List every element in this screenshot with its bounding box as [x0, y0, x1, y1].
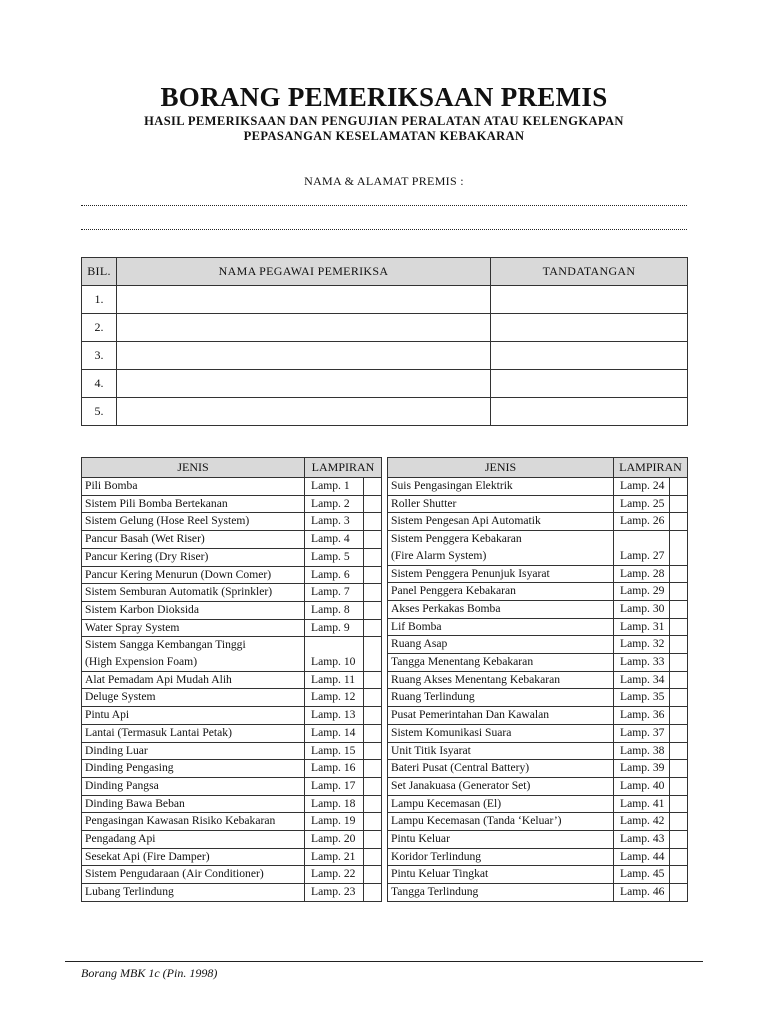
equipment-type: Sistem Komunikasi Suara — [388, 724, 614, 742]
table-row — [82, 314, 688, 342]
form-subtitle-line2: PEPASANGAN KESELAMATAN KEBAKARAN — [243, 129, 525, 143]
appendix-ref: Lamp. 16 — [305, 760, 364, 778]
equipment-type: Lampu Kecemasan (El) — [388, 795, 614, 813]
check-cell[interactable] — [364, 707, 382, 725]
appendix-ref: Lamp. 17 — [305, 777, 364, 795]
equipment-type: Suis Pengasingan Elektrik — [388, 478, 614, 496]
table-row — [82, 848, 382, 866]
table-row — [82, 584, 382, 602]
appendix-ref: Lamp. 43 — [614, 831, 670, 849]
equipment-type: Ruang Asap — [388, 636, 614, 654]
equipment-type: Sistem Pili Bomba Bertekanan — [82, 495, 305, 513]
equipment-type: Pintu Keluar Tingkat — [388, 866, 614, 884]
appendix-ref: Lamp. 44 — [614, 848, 670, 866]
equipment-type: Bateri Pusat (Central Battery) — [388, 760, 614, 778]
signature-cell[interactable] — [491, 286, 688, 314]
appendix-ref: Lamp. 42 — [614, 813, 670, 831]
table-row — [82, 866, 382, 884]
check-cell[interactable] — [364, 724, 382, 742]
equipment-table-right — [387, 457, 688, 902]
appendix-ref: Lamp. 10 — [305, 654, 364, 671]
table-row — [82, 884, 382, 902]
check-cell[interactable] — [670, 866, 688, 884]
appendix-ref: Lamp. 31 — [614, 618, 670, 636]
address-line-1[interactable] — [81, 205, 687, 206]
table-row — [388, 884, 688, 902]
check-cell[interactable] — [364, 848, 382, 866]
equipment-type: Pengadang Api — [82, 831, 305, 849]
check-cell[interactable] — [364, 689, 382, 707]
appendix-ref: Lamp. 20 — [305, 831, 364, 849]
table-row — [82, 478, 382, 496]
table-row — [388, 636, 688, 654]
table-row — [82, 398, 688, 426]
appendix-ref: Lamp. 5 — [305, 548, 364, 566]
equipment-type: Tangga Terlindung — [388, 884, 614, 902]
table-row — [388, 495, 688, 513]
appendix-ref: Lamp. 1 — [305, 478, 364, 496]
table-row — [82, 724, 382, 742]
premises-address-label: NAMA & ALAMAT PREMIS : — [304, 174, 464, 188]
check-cell[interactable] — [670, 495, 688, 513]
table-row — [82, 671, 382, 689]
table-row — [388, 671, 688, 689]
check-cell[interactable] — [364, 742, 382, 760]
check-cell[interactable] — [670, 583, 688, 601]
row-number: 1. — [82, 286, 117, 314]
check-cell[interactable] — [670, 600, 688, 618]
form-code: Borang MBK 1c (Pin. 1998) — [81, 966, 218, 980]
check-cell[interactable] — [670, 795, 688, 813]
check-cell[interactable] — [670, 548, 688, 565]
appendix-ref: Lamp. 7 — [305, 584, 364, 602]
check-cell[interactable] — [364, 777, 382, 795]
check-cell[interactable] — [670, 742, 688, 760]
check-cell[interactable] — [364, 866, 382, 884]
check-cell[interactable] — [364, 513, 382, 531]
check-cell[interactable] — [670, 813, 688, 831]
appendix-ref: Lamp. 29 — [614, 583, 670, 601]
check-cell[interactable] — [670, 831, 688, 849]
inspector-name-cell[interactable] — [117, 398, 491, 426]
table-row — [82, 689, 382, 707]
appendix-ref: Lamp. 28 — [614, 565, 670, 583]
row-number: 2. — [82, 314, 117, 342]
table-row — [388, 707, 688, 725]
check-cell[interactable] — [364, 495, 382, 513]
check-cell[interactable] — [364, 671, 382, 689]
table-row — [388, 548, 688, 565]
check-cell[interactable] — [670, 760, 688, 778]
table-row — [82, 760, 382, 778]
equipment-type: Pili Bomba — [82, 478, 305, 496]
equipment-type: Sistem Pengesan Api Automatik — [388, 513, 614, 531]
check-cell[interactable] — [364, 831, 382, 849]
row-number: 4. — [82, 370, 117, 398]
appendix-ref: Lamp. 27 — [614, 548, 670, 565]
header-appendix: LAMPIRAN — [614, 458, 688, 478]
equipment-type: Dinding Bawa Beban — [82, 795, 305, 813]
appendix-ref: Lamp. 34 — [614, 671, 670, 689]
table-row — [82, 654, 382, 671]
equipment-type: Tangga Menentang Kebakaran — [388, 654, 614, 672]
appendix-ref: Lamp. 36 — [614, 707, 670, 725]
table-row — [388, 565, 688, 583]
equipment-type: Pancur Kering Menurun (Down Comer) — [82, 566, 305, 584]
check-cell[interactable] — [670, 689, 688, 707]
header-type: JENIS — [82, 458, 305, 478]
equipment-type: Dinding Luar — [82, 742, 305, 760]
appendix-ref: Lamp. 35 — [614, 689, 670, 707]
check-cell[interactable] — [670, 478, 688, 496]
equipment-type: Pancur Basah (Wet Riser) — [82, 531, 305, 549]
table-row — [388, 531, 688, 548]
equipment-type: Sistem Penggera Kebakaran — [388, 531, 614, 548]
table-row — [388, 478, 688, 496]
equipment-type: Sistem Penggera Penunjuk Isyarat — [388, 565, 614, 583]
header-type: JENIS — [388, 458, 614, 478]
equipment-type: Lif Bomba — [388, 618, 614, 636]
table-row — [388, 618, 688, 636]
table-row — [82, 707, 382, 725]
table-row — [82, 742, 382, 760]
table-row — [388, 831, 688, 849]
table-row — [388, 866, 688, 884]
inspector-name-cell[interactable] — [117, 342, 491, 370]
equipment-type: Lampu Kecemasan (Tanda ‘Keluar’) — [388, 813, 614, 831]
appendix-ref: Lamp. 38 — [614, 742, 670, 760]
appendix-ref: Lamp. 37 — [614, 724, 670, 742]
equipment-type: Lubang Terlindung — [82, 884, 305, 902]
equipment-type: Water Spray System — [82, 619, 305, 637]
appendix-ref: Lamp. 12 — [305, 689, 364, 707]
equipment-table-left — [81, 457, 382, 902]
table-row — [388, 513, 688, 531]
inspector-name-cell[interactable] — [117, 370, 491, 398]
equipment-type: Roller Shutter — [388, 495, 614, 513]
table-row — [388, 760, 688, 778]
appendix-ref: Lamp. 46 — [614, 884, 670, 902]
equipment-table-header — [388, 458, 688, 478]
appendix-ref: Lamp. 23 — [305, 884, 364, 902]
signature-cell[interactable] — [491, 342, 688, 370]
appendix-ref: Lamp. 21 — [305, 848, 364, 866]
appendix-ref: Lamp. 24 — [614, 478, 670, 496]
inspector-table — [81, 257, 688, 426]
signature-cell[interactable] — [491, 314, 688, 342]
check-cell[interactable] — [364, 760, 382, 778]
check-cell[interactable] — [670, 618, 688, 636]
equipment-type: Deluge System — [82, 689, 305, 707]
equipment-type: Ruang Akses Menentang Kebakaran — [388, 671, 614, 689]
check-cell[interactable] — [364, 619, 382, 637]
equipment-type: Ruang Terlindung — [388, 689, 614, 707]
signature-cell[interactable] — [491, 398, 688, 426]
check-cell[interactable] — [670, 636, 688, 654]
check-cell[interactable] — [670, 513, 688, 531]
table-row — [388, 795, 688, 813]
form-subtitle-line1: HASIL PEMERIKSAAN DAN PENGUJIAN PERALATAN ATAU KELENGKAPAN — [144, 114, 624, 128]
check-cell[interactable] — [364, 813, 382, 831]
appendix-ref: Lamp. 45 — [614, 866, 670, 884]
appendix-ref: Lamp. 14 — [305, 724, 364, 742]
equipment-type: Sistem Semburan Automatik (Sprinkler) — [82, 584, 305, 602]
table-row — [82, 531, 382, 549]
appendix-ref: Lamp. 15 — [305, 742, 364, 760]
appendix-ref: Lamp. 25 — [614, 495, 670, 513]
equipment-type: Sesekat Api (Fire Damper) — [82, 848, 305, 866]
appendix-ref: Lamp. 30 — [614, 600, 670, 618]
check-cell[interactable] — [364, 478, 382, 496]
equipment-type: Pintu Keluar — [388, 831, 614, 849]
table-row — [82, 795, 382, 813]
appendix-ref: Lamp. 8 — [305, 601, 364, 619]
check-cell[interactable] — [364, 548, 382, 566]
form-title: BORANG PEMERIKSAAN PREMIS — [160, 82, 608, 112]
table-row — [82, 370, 688, 398]
inspector-name-cell[interactable] — [117, 286, 491, 314]
table-row — [388, 600, 688, 618]
equipment-type: Lantai (Termasuk Lantai Petak) — [82, 724, 305, 742]
appendix-ref: Lamp. 13 — [305, 707, 364, 725]
appendix-ref: Lamp. 18 — [305, 795, 364, 813]
appendix-ref: Lamp. 11 — [305, 671, 364, 689]
equipment-type: Alat Pemadam Api Mudah Alih — [82, 671, 305, 689]
appendix-ref: Lamp. 33 — [614, 654, 670, 672]
appendix-ref — [305, 637, 364, 654]
table-row — [388, 654, 688, 672]
appendix-ref: Lamp. 26 — [614, 513, 670, 531]
table-row — [388, 813, 688, 831]
signature-cell[interactable] — [491, 370, 688, 398]
check-cell[interactable] — [364, 795, 382, 813]
check-cell[interactable] — [670, 707, 688, 725]
table-row — [82, 548, 382, 566]
equipment-type: Sistem Gelung (Hose Reel System) — [82, 513, 305, 531]
appendix-ref: Lamp. 4 — [305, 531, 364, 549]
table-row — [82, 342, 688, 370]
table-row — [82, 495, 382, 513]
appendix-ref: Lamp. 6 — [305, 566, 364, 584]
header-inspector-name: NAMA PEGAWAI PEMERIKSA — [117, 258, 491, 286]
equipment-type: Set Janakuasa (Generator Set) — [388, 777, 614, 795]
table-row — [82, 286, 688, 314]
table-row — [82, 513, 382, 531]
check-cell[interactable] — [364, 584, 382, 602]
check-cell[interactable] — [670, 531, 688, 548]
footer-divider — [65, 961, 703, 962]
table-row — [388, 848, 688, 866]
equipment-type: Akses Perkakas Bomba — [388, 600, 614, 618]
table-row — [82, 601, 382, 619]
address-line-2[interactable] — [81, 229, 687, 230]
equipment-type: Dinding Pengasing — [82, 760, 305, 778]
equipment-type: Pusat Pemerintahan Dan Kawalan — [388, 707, 614, 725]
appendix-ref: Lamp. 2 — [305, 495, 364, 513]
table-row — [82, 777, 382, 795]
equipment-type: Sistem Pengudaraan (Air Conditioner) — [82, 866, 305, 884]
equipment-table-header — [82, 458, 382, 478]
inspector-table-header — [82, 258, 688, 286]
table-row — [82, 813, 382, 831]
equipment-type: Sistem Sangga Kembangan Tinggi — [82, 637, 305, 654]
equipment-type: Unit Titik Isyarat — [388, 742, 614, 760]
check-cell[interactable] — [670, 565, 688, 583]
check-cell[interactable] — [364, 531, 382, 549]
appendix-ref: Lamp. 32 — [614, 636, 670, 654]
equipment-type: Pengasingan Kawasan Risiko Kebakaran — [82, 813, 305, 831]
check-cell[interactable] — [670, 654, 688, 672]
row-number: 5. — [82, 398, 117, 426]
check-cell[interactable] — [670, 884, 688, 902]
row-number: 3. — [82, 342, 117, 370]
equipment-type: Pintu Api — [82, 707, 305, 725]
header-bil: BIL. — [82, 258, 117, 286]
appendix-ref: Lamp. 9 — [305, 619, 364, 637]
equipment-type: Koridor Terlindung — [388, 848, 614, 866]
appendix-ref: Lamp. 22 — [305, 866, 364, 884]
equipment-type: Sistem Karbon Dioksida — [82, 601, 305, 619]
equipment-type: Pancur Kering (Dry Riser) — [82, 548, 305, 566]
table-row — [82, 637, 382, 654]
appendix-ref: Lamp. 39 — [614, 760, 670, 778]
table-row — [388, 689, 688, 707]
appendix-ref — [614, 531, 670, 548]
table-row — [82, 619, 382, 637]
check-cell[interactable] — [670, 724, 688, 742]
table-row — [388, 777, 688, 795]
header-appendix: LAMPIRAN — [305, 458, 382, 478]
equipment-type: Panel Penggera Kebakaran — [388, 583, 614, 601]
appendix-ref: Lamp. 3 — [305, 513, 364, 531]
check-cell[interactable] — [364, 654, 382, 671]
table-row — [388, 742, 688, 760]
check-cell[interactable] — [364, 884, 382, 902]
inspector-name-cell[interactable] — [117, 314, 491, 342]
check-cell[interactable] — [364, 566, 382, 584]
appendix-ref: Lamp. 40 — [614, 777, 670, 795]
equipment-type: (High Expension Foam) — [82, 654, 305, 671]
appendix-ref: Lamp. 19 — [305, 813, 364, 831]
table-row — [388, 583, 688, 601]
equipment-type: Dinding Pangsa — [82, 777, 305, 795]
check-cell[interactable] — [364, 601, 382, 619]
header-signature: TANDATANGAN — [491, 258, 688, 286]
table-row — [388, 724, 688, 742]
check-cell[interactable] — [364, 637, 382, 654]
table-row — [82, 831, 382, 849]
table-row — [82, 566, 382, 584]
equipment-type: (Fire Alarm System) — [388, 548, 614, 565]
check-cell[interactable] — [670, 848, 688, 866]
appendix-ref: Lamp. 41 — [614, 795, 670, 813]
check-cell[interactable] — [670, 671, 688, 689]
check-cell[interactable] — [670, 777, 688, 795]
